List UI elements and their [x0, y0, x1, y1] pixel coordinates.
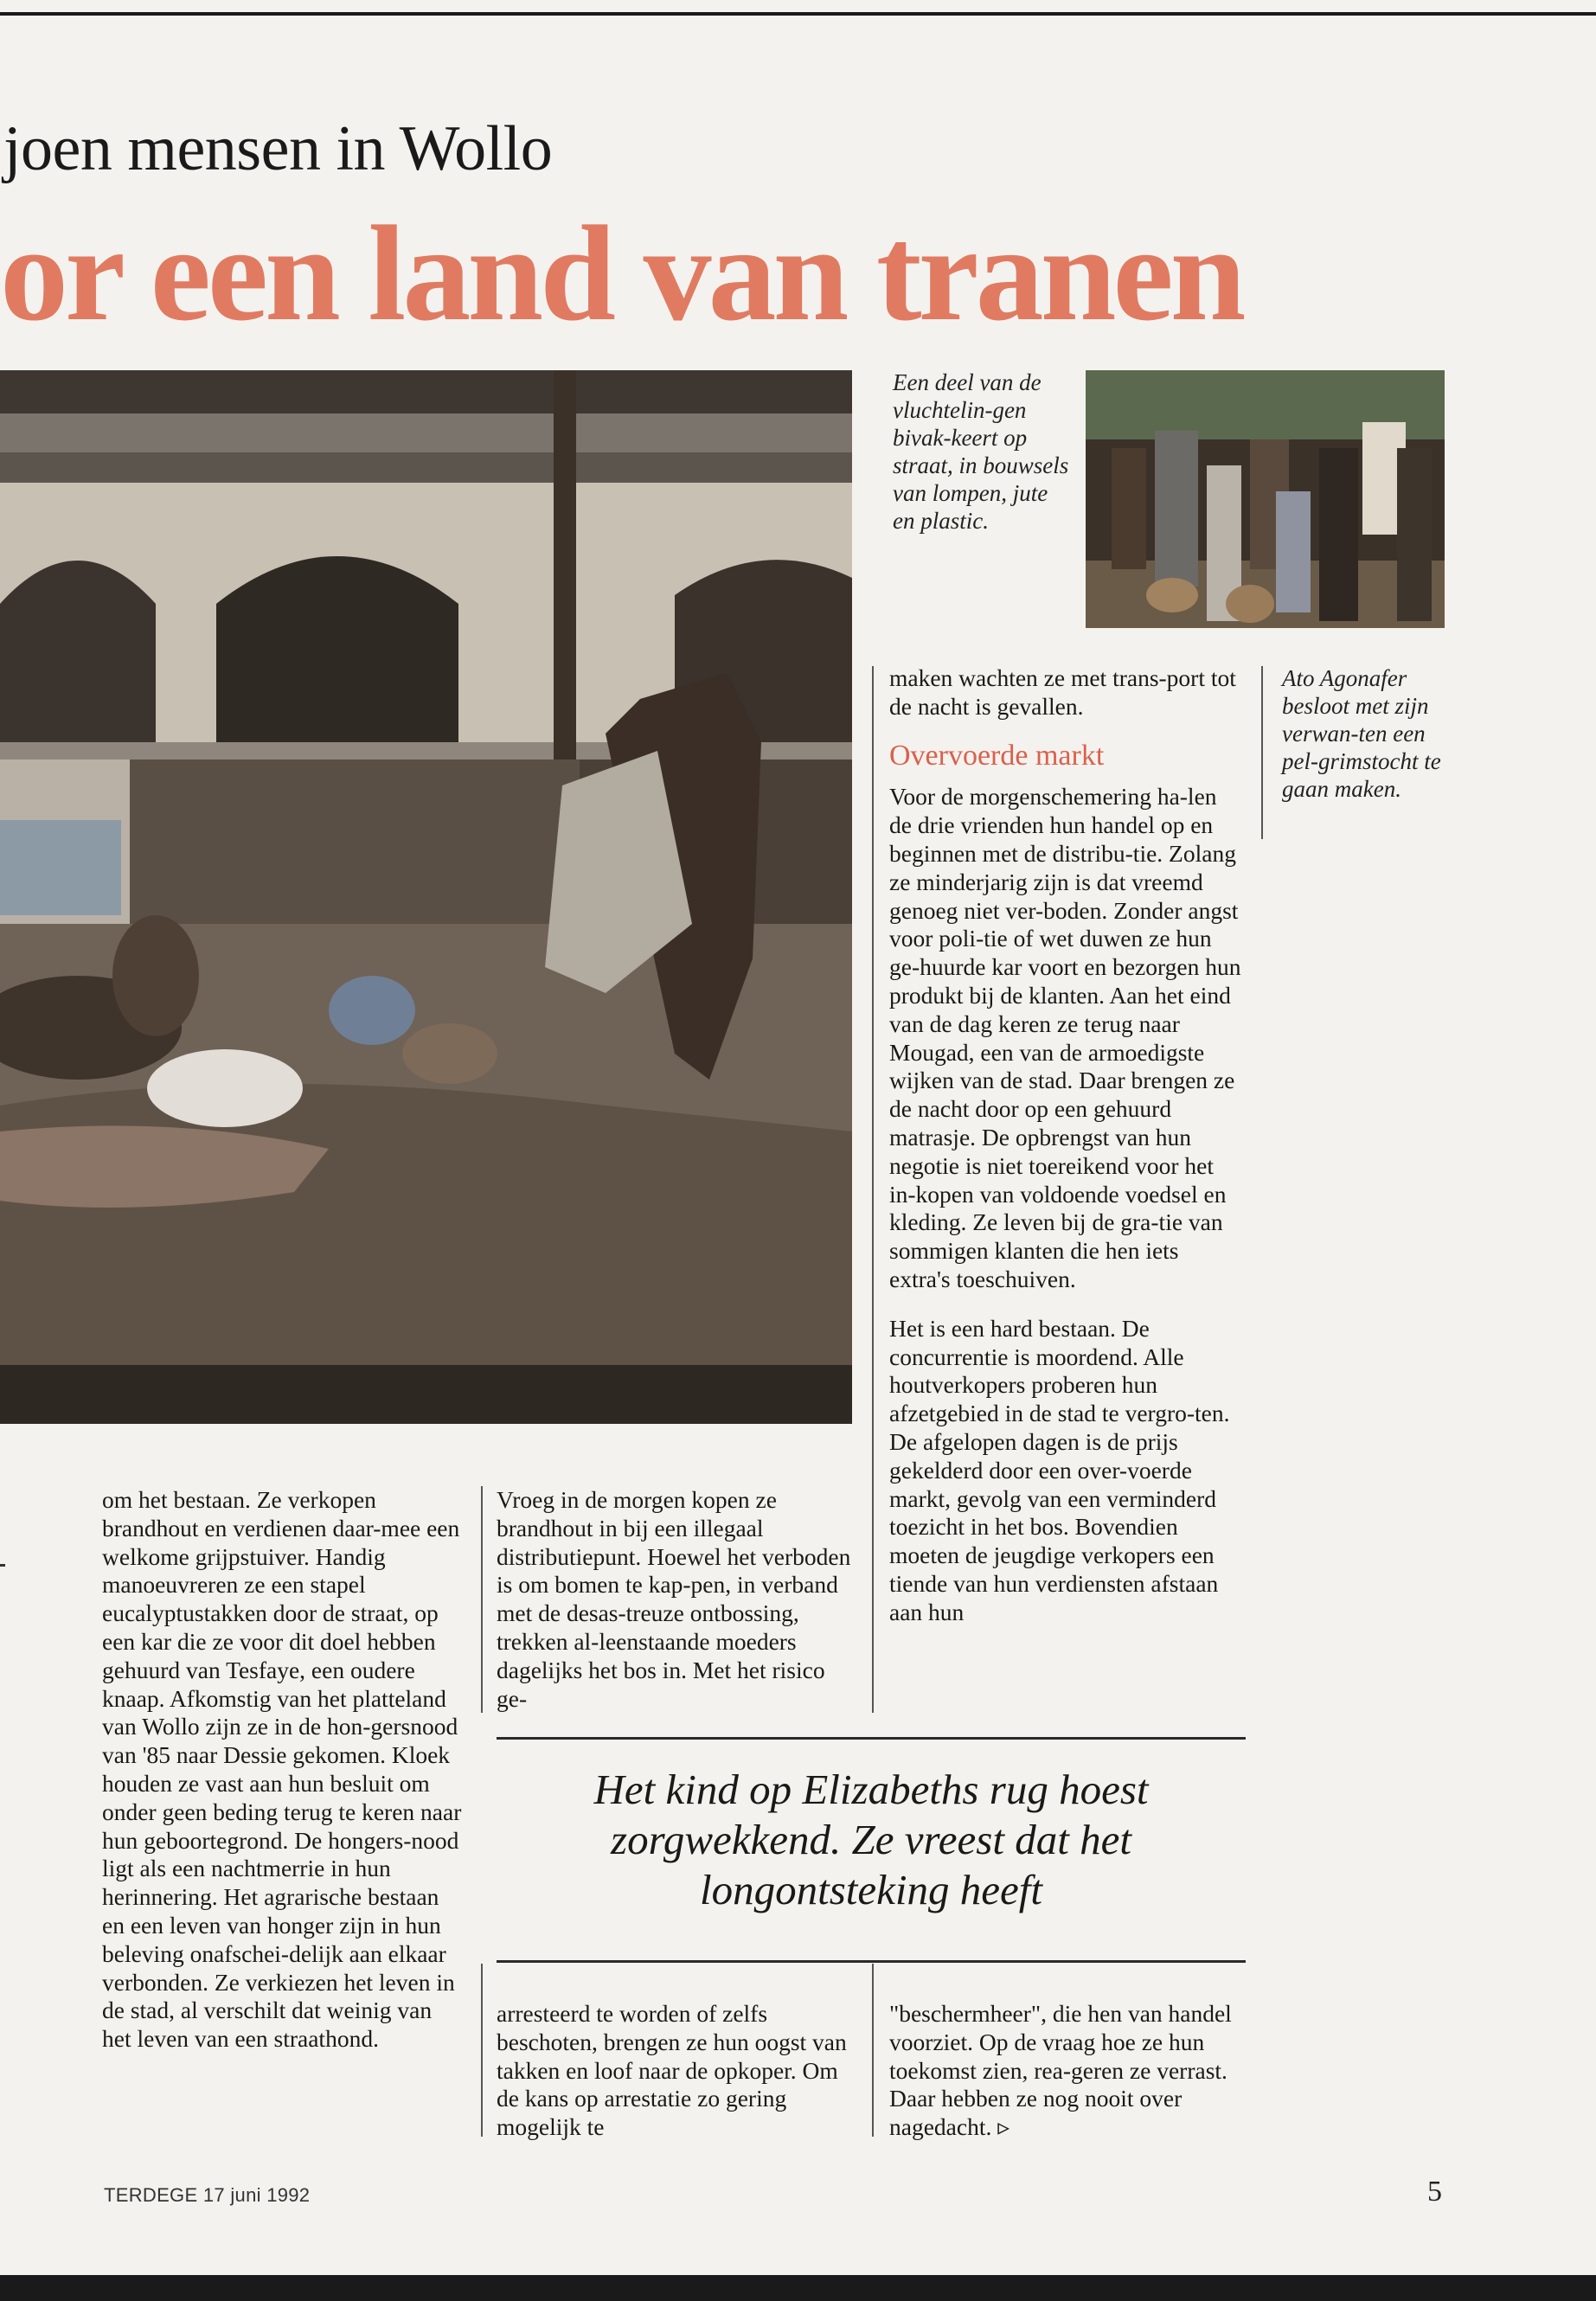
- column-3-paragraph: Het is een hard bestaan. De concurrentie is moordend. Alle houtverkopers proberen hun afzetgebied in de stad te vergro-ten. De afgelopen dagen is de prijs gekelderd door een over-voerde markt, gevolg van een verminderd toezicht in het bos. Bovendien moeten de jeugdige verkopers een tiende van hun verdiensten afstaan aan hun: [889, 1314, 1230, 1625]
- photo-caption: Een deel van de vluchtelin-gen bivak-keert op straat, in bouwsels van lompen, jute en plastic.: [893, 369, 1069, 534]
- bottom-border: [0, 2275, 1596, 2301]
- column-1: [102, 1486, 465, 2054]
- section-subhead: Overvoerde markt: [889, 739, 1105, 772]
- column-divider: [481, 1964, 483, 2137]
- pullquote-rule-bottom: [497, 1960, 1246, 1963]
- column-3-lead: maken wachten ze met trans-port tot de nacht is gevallen.: [889, 664, 1236, 720]
- page-number: 5: [1427, 2176, 1442, 2208]
- column-1-paragraph: om het bestaan. Ze verkopen brandhout en verdienen daar-mee een welkome grijpstuiver. Handig manoeuvreren ze een stapel eucalyptustakken door de straat, op een kar die ze voor dit doel hebben gehuurd van Tesfaye, een oudere knaap. Afkomstig van het platteland van Wollo zijn ze in de hon-gersnood van '85 naar Dessie gekomen. Kloek houden ze vast aan hun besluit om onder geen beding terug te keren naar hun geboortegrond. De hongers-nood ligt als een nachtmerrie in hun herinnering. Het agrarische bestaan en een leven van honger zijn in hun beleving onafschei-delijk aan elkaar verbonden. Ze verkiezen het leven in de stad, al verschilt dat weinig van het leven van een straathond.: [102, 1486, 462, 2053]
- top-border: [0, 12, 1596, 16]
- column-2-top: [497, 1486, 858, 1713]
- refugee-group-photo: [1086, 370, 1445, 628]
- column-3-paragraph: "beschermheer", die hen van handel voorziet. Op de vraag hoe ze hun toekomst zien, rea-geren ze verrast. Daar hebben ze nog nooit over nagedacht. ▹: [889, 2000, 1232, 2141]
- column-divider: [481, 1486, 483, 1713]
- side-note-caption: Ato Agonafer besloot met zijn verwan-ten een pel-grimstocht te gaan maken.: [1282, 665, 1441, 802]
- column-2-bottom: [497, 2000, 858, 2142]
- column-divider: [872, 1964, 874, 2137]
- main-photo: [0, 370, 852, 1424]
- magazine-footer: TERDEGE 17 juni 1992: [104, 2184, 311, 2206]
- pullquote-rule-top: [497, 1737, 1246, 1740]
- pull-quote: Het kind op Elizabeths rug hoest zorgwekkend. Ze vreest dat het longontsteking heeft: [593, 1766, 1149, 1913]
- margin-mark: [0, 1564, 5, 1567]
- article-headline: or een land van tranen: [0, 198, 1243, 349]
- column-divider: [1261, 666, 1263, 839]
- column-divider: [872, 666, 874, 1713]
- column-3-paragraph: Voor de morgenschemering ha-len de drie vrienden hun handel op en beginnen met de distribu-tie. Zolang ze minderjarig zijn is dat vreemd genoeg niet ver-boden. Zonder angst voor poli-tie of wet duwen ze hun ge-huurde kar voort en bezorgen hun produkt bij de klanten. Aan het eind van de dag keren ze terug naar Mougad, een van de armoedigste wijken van de stad. Daar brengen ze de nacht door op een gehuurd matrasje. De opbrengst van hun negotie is niet toereikend voor het in-kopen van voldoende voedsel en kleding. Ze leven bij de gra-tie van sommigen klanten die hen iets extra's toeschuiven.: [889, 783, 1241, 1292]
- column-3-bottom: [889, 2000, 1244, 2142]
- column-3-top: [889, 664, 1244, 1627]
- article-kicker: joen mensen in Wollo: [3, 113, 553, 184]
- column-2-paragraph: Vroeg in de morgen kopen ze brandhout in bij een illegaal distributiepunt. Hoewel het verboden is om bomen te kap-pen, in verband met de desas-treuze ontbossing, trekken al-leenstaande moeders dagelijks het bos in. Met het risico ge-: [497, 1486, 851, 1712]
- column-2-paragraph: arresteerd te worden of zelfs beschoten, brengen ze hun oogst van takken en loof naar de opkoper. Om de kans op arrestatie zo gering mogelijk te: [497, 2000, 847, 2141]
